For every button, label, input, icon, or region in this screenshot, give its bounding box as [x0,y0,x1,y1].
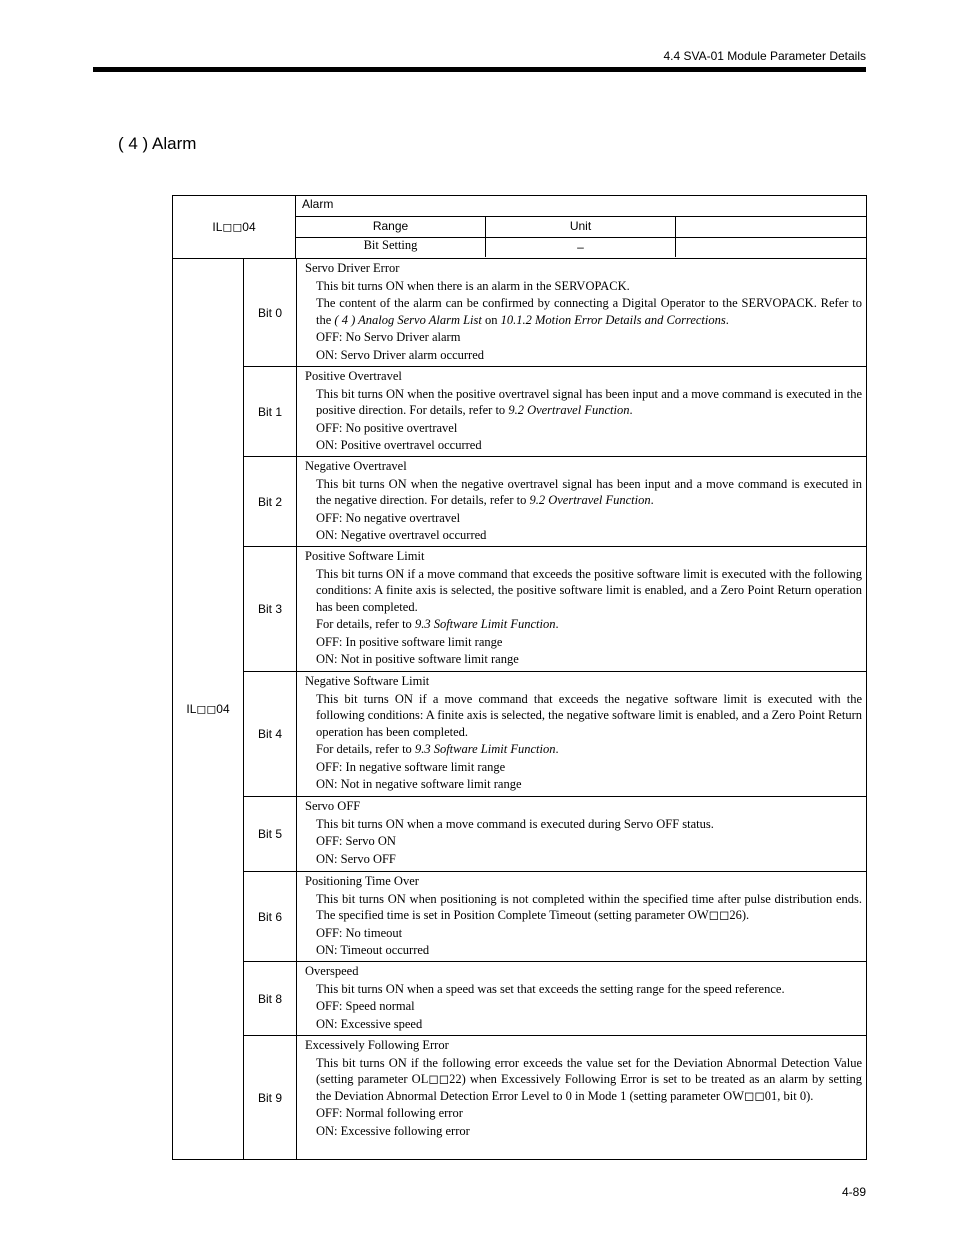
off-state: OFF: No timeout [316,925,403,940]
bit-label: Bit 1 [244,367,297,456]
bit-row [244,457,866,547]
bit-row [244,872,866,962]
off-state: OFF: No positive overtravel [316,420,458,435]
unit-value: – [486,238,676,257]
on-state: ON: Excessive following error [316,1123,470,1138]
blank-cell [676,238,866,257]
on-state: ON: Servo OFF [316,851,396,866]
header-register: IL◻◻04 [173,196,296,258]
bit-row [244,962,866,1036]
on-state: ON: Positive overtravel occurred [316,438,482,452]
bit-label: Bit 8 [244,962,297,1035]
bit-description: This bit turns ON when the positive overtravel signal has been input and a move command is executed in the positive direction. For details, refer to 9.2 Overtravel Function. [316,386,862,417]
page-number: 4-89 [841,1185,866,1199]
on-state: ON: Servo Driver alarm occurred [316,347,484,362]
bit-row [244,672,866,797]
parameter-name: Alarm [296,196,866,217]
bit-description: This bit turns ON when a move command is executed during Servo OFF status. [316,816,714,831]
bit-label: Bit 5 [244,797,297,871]
bit-description: This bit turns ON when the negative overtravel signal has been input and a move command is executed in the negative direction. For details, refer to 9.2 Overtravel Function. [316,476,862,507]
bit-row [244,797,866,872]
off-state: OFF: In negative software limit range [316,759,506,774]
bit-row [244,547,866,672]
header-rule [93,67,866,72]
bit-title: Positive Software Limit [305,549,425,563]
on-state: ON: Not in positive software limit range [316,652,519,666]
on-state: ON: Excessive speed [316,1016,423,1031]
bit-title: Overspeed [305,964,359,978]
bit-title: Servo Driver Error [305,261,400,275]
bit-description: This bit turns ON if a move command that exceeds the positive software limit is executed with the following conditions: A finite axis is selected, the positive software limit is enabled, and a Zero Point Return operation has been completed. [316,566,862,614]
bit-row [244,1036,866,1159]
bit-description: This bit turns ON when a speed was set that exceeds the setting range for the speed reference. [316,981,785,996]
bit-title: Servo OFF [305,799,361,813]
off-state: OFF: Speed normal [316,999,415,1013]
bit-description: The content of the alarm can be confirmed by connecting a Digital Operator to the SERVOPACK. Refer to the ( 4 ) Analog Servo Alarm List on 10.1.2 Motion Error Details and Corrections. [316,296,862,327]
on-state: ON: Timeout occurred [316,943,430,957]
running-header: 4.4 SVA-01 Module Parameter Details [663,49,866,63]
on-state: ON: Not in negative software limit range [316,777,522,791]
off-state: OFF: Servo ON [316,834,396,848]
bit-row [244,367,866,457]
bit-label: Bit 2 [244,457,297,546]
bit-description: This bit turns ON when there is an alarm in the SERVOPACK. [316,278,630,293]
bit-description: For details, refer to 9.3 Software Limit Function. [316,742,559,756]
bit-title: Positive Overtravel [305,369,402,383]
off-state: OFF: No Servo Driver alarm [316,330,461,344]
blank-cell [676,217,866,237]
bit-title: Positioning Time Over [305,874,419,888]
bit-description: This bit turns ON if a move command that exceeds the negative software limit is executed with the following conditions: A finite axis is selected, the negative software limit is enabled, and a Zero Point Return operation has been completed. [316,691,862,739]
section-title: ( 4 ) Alarm [118,134,197,153]
bit-description: This bit turns ON if the following error exceeds the value set for the Deviation Abnormal Detection Value (setting parameter OL◻◻22) when Excessively Following Error is set to be treated as an alarm by setting the Deviation Abnormal Detection Error Level to 0 in Mode 1 (setting parameter OW◻◻01, bit 0). [316,1055,862,1103]
bit-label: Bit 9 [244,1036,297,1159]
bit-label: Bit 3 [244,547,297,671]
alarm-parameter-table [172,195,867,1160]
bit-title: Negative Software Limit [305,674,430,688]
bit-description: This bit turns ON when positioning is not completed within the specified time after pulse distribution ends. The specified time is set in Position Complete Timeout (setting parameter OW◻◻26). [316,891,862,922]
range-label: Range [296,217,486,237]
unit-label: Unit [486,217,676,237]
off-state: OFF: No negative overtravel [316,510,461,525]
bit-title: Excessively Following Error [305,1038,449,1052]
bit-description: For details, refer to 9.3 Software Limit Function. [316,617,559,631]
bit-label: Bit 4 [244,672,297,796]
off-state: OFF: In positive software limit range [316,634,503,649]
off-state: OFF: Normal following error [316,1106,463,1120]
bit-row [244,259,866,367]
on-state: ON: Negative overtravel occurred [316,528,487,542]
bit-list [244,259,866,1159]
bit-title: Negative Overtravel [305,459,407,473]
bit-label: Bit 0 [244,259,297,366]
bit-label: Bit 6 [244,872,297,961]
table-header [173,196,866,259]
range-value: Bit Setting [296,238,486,257]
body-register: IL◻◻04 [173,259,244,1159]
